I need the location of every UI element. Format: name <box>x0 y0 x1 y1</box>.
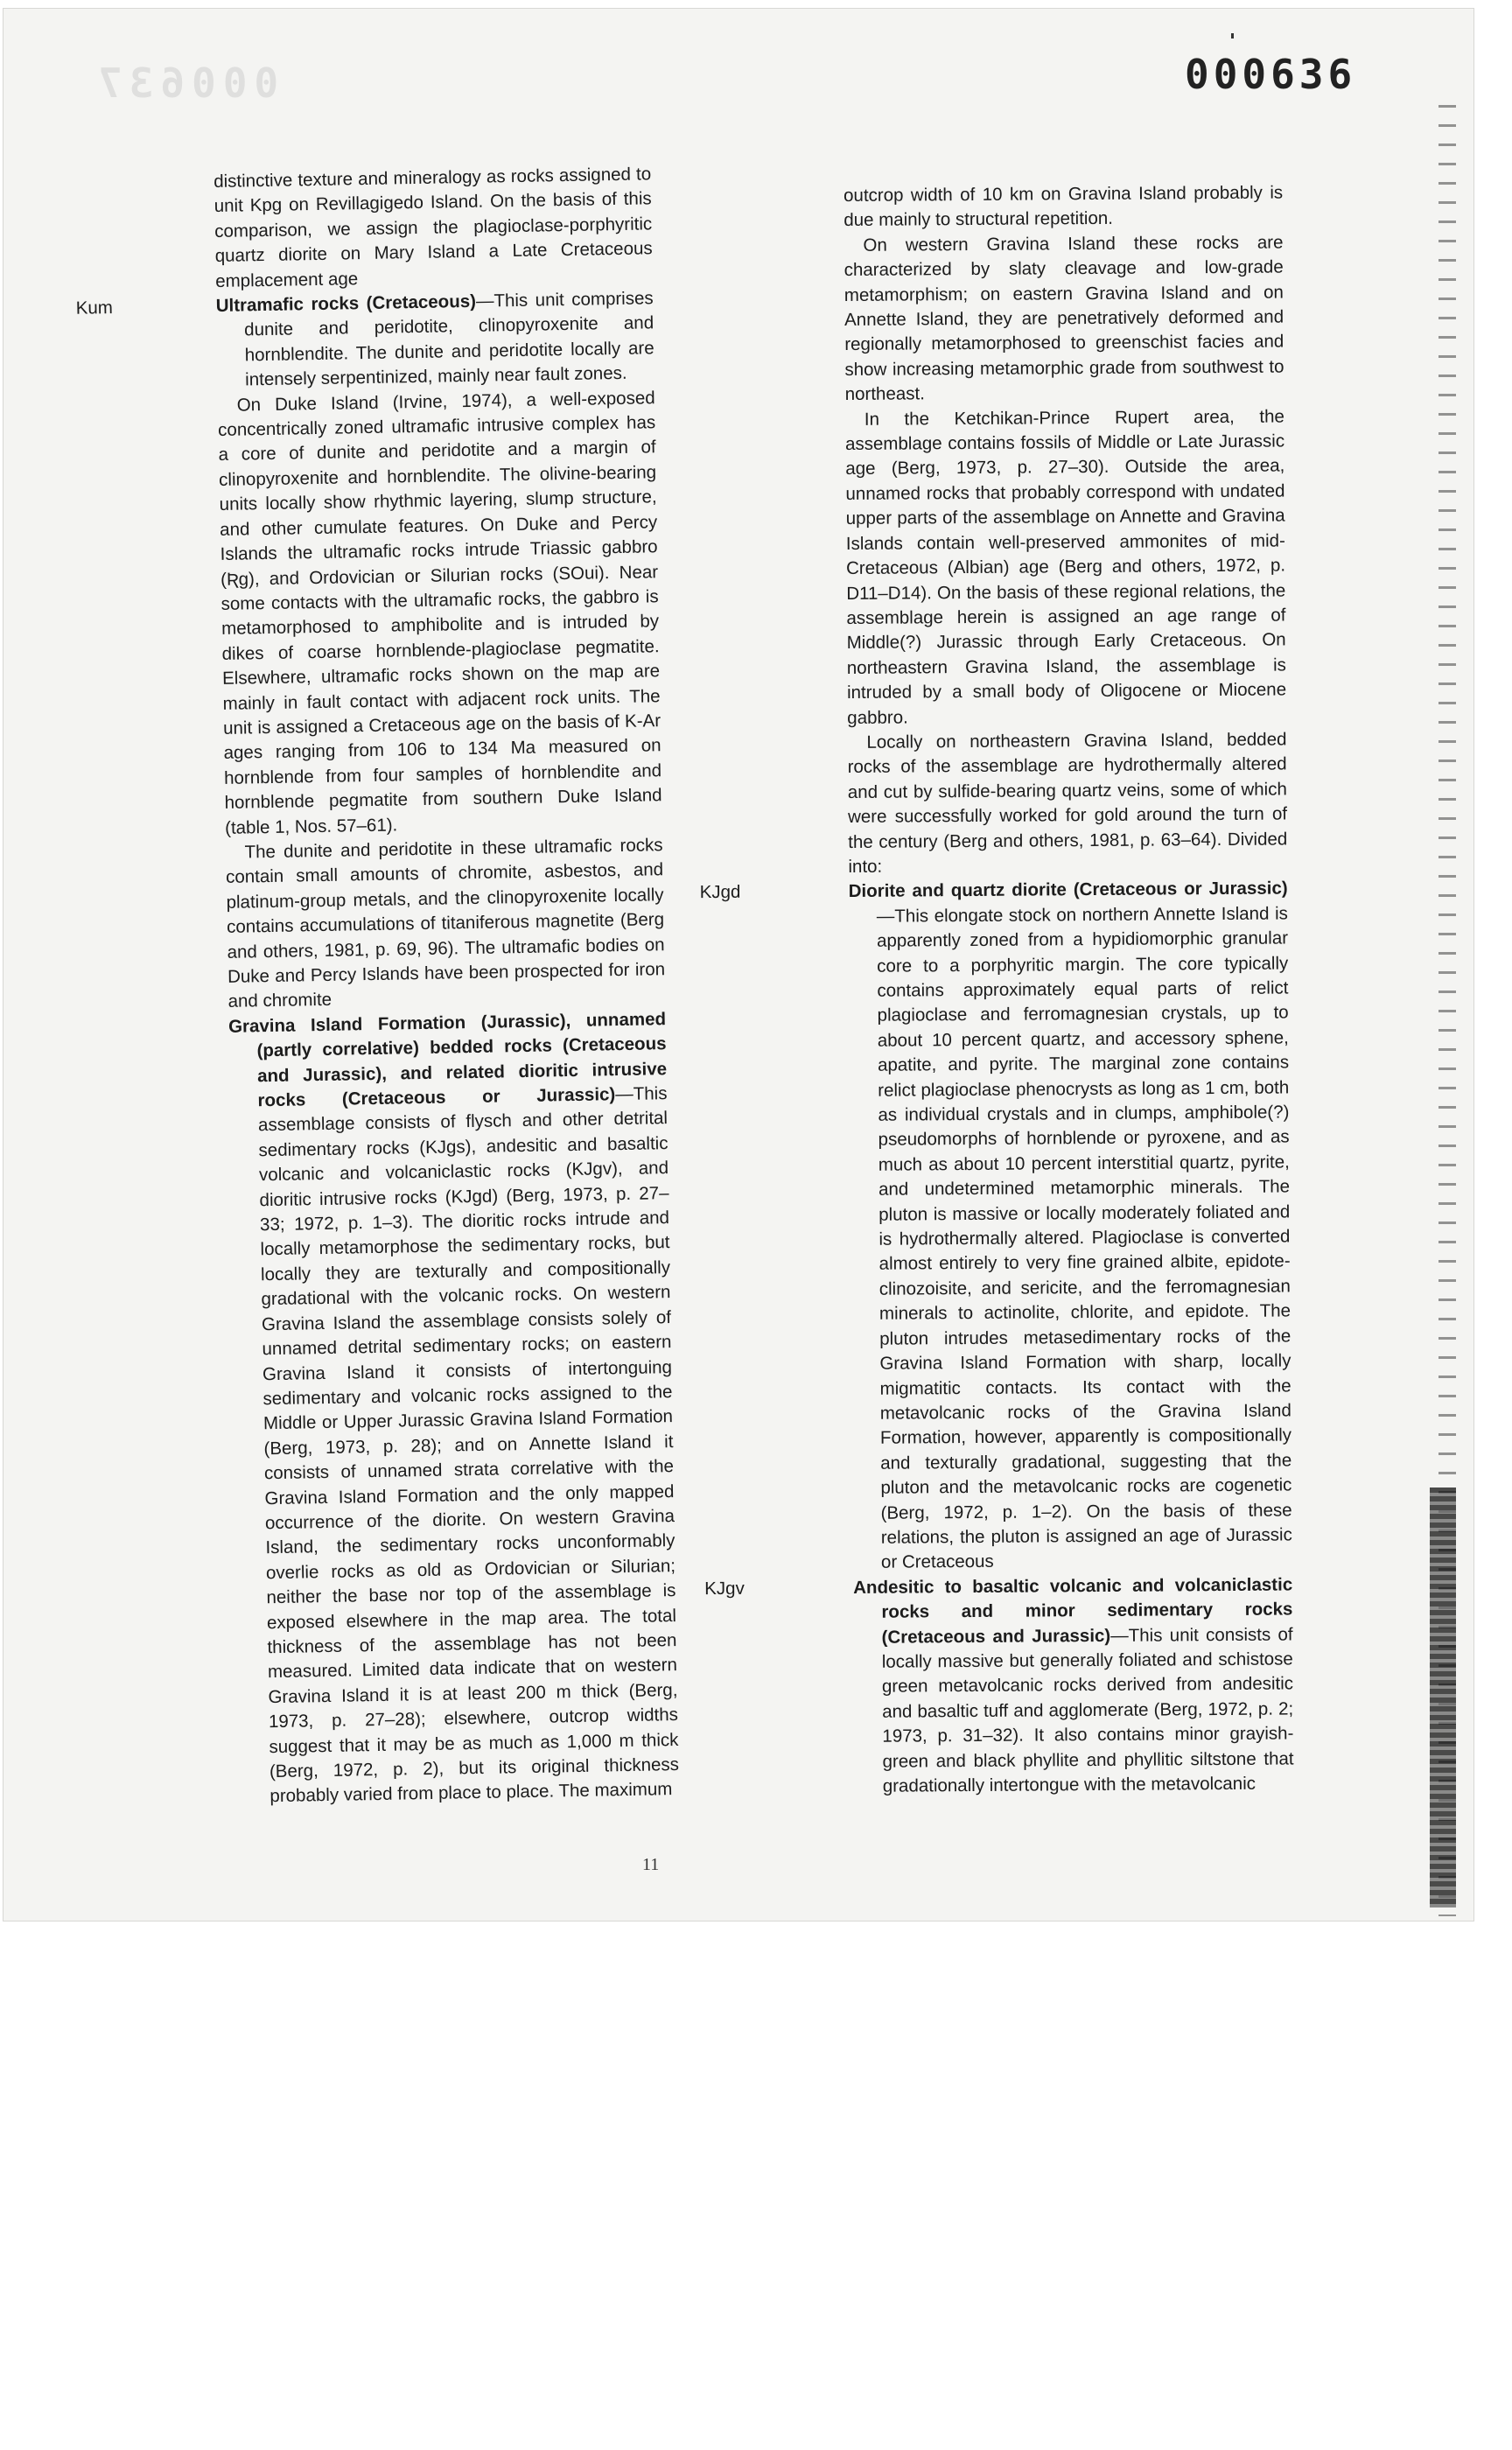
unit-code-kjgd: KJgd <box>699 882 741 903</box>
page-number: 11 <box>642 1855 660 1874</box>
paragraph-locally: Locally on northeastern Gravina Island, bedded rocks of the assemblage are hydrothermally altered and cut by sulfide-bearing quartz veins, some of which were successfully worked for gold around the turn of the century (Berg and others, 1981, p. 63–64). Divided into: <box>847 729 1288 877</box>
left-column <box>75 162 680 1810</box>
paragraph-ketchikan: In the Ketchikan-Prince Rupert area, the assemblage contains fossils of Middle or Late Jurassic age (Berg, 1973, p. 27–30). Outside the area, unnamed rocks that probably correspond with undated upper parts of the assemblage on Annette and Gravina Islands contain well-preserved ammonites of mid-Cretaceous (Albian) age (Berg and others, 1972, p. D11–D14). On the basis of these regional relations, the assemblage herein is assigned an age range of Middle(?) Jurassic through Early Cretaceous. On northeastern Gravina Island, the assemblage is intruded by a small body of Oligocene or Miocene gabbro. <box>844 406 1287 728</box>
scan-edge-artifact-dark <box>1430 1488 1456 1908</box>
right-column <box>699 180 1294 1799</box>
unit-title-gravina: Gravina Island Formation (Jurassic), unnamed (partly correlative) bedded rocks (Cretaceous and Jurassic), and related dioritic intrusive rocks (Cretaceous or Jurassic) <box>228 1008 668 1111</box>
unit-text-kjgv: This unit consists of locally massive but generally foliated and schistose green metavolcanic rocks derived from andesitic and basaltic tuff and agglomerate (Berg, 1972, p. 2; 1973, p. 31–32). It also contains minor grayish-green and black phyllite and phyllitic siltstone that gradationally intertongue with the metavolcanic <box>881 1624 1294 1796</box>
unit-kjgv <box>704 1572 1294 1799</box>
unit-title-kjgd: Diorite and quartz diorite (Cretaceous or Jurassic) <box>848 878 1288 902</box>
unit-text-kjgd: This elongate stock on northern Annette Island is apparently zoned from a hypidiomorphic granular core to a porphyritic margin. The core typically contains approximately equal parts of relict plagioclase and ferromagnesian crystals, up to about 10 percent quartz, and accessory sphene, apatite, and pyrite. The marginal zone contains relict plagioclase phenocrysts as long as 1 cm, both as individual crystals and in clumps, amphibole(?) pseudomorphs of hornblende or pyroxene, and as much as about 10 percent interstitial quartz, pyrite, and undetermined metamorphic minerals. The pluton is massive or locally moderately foliated and is hydrothermally altered. Plagioclase is converted almost entirely to very fine grained albite, epidote-clinozoisite, and sericite, and the ferromagnesian minerals to actinolite, chlorite, and epidote. The pluton intrudes metasedimentary rocks of the Gravina Island Formation with sharp, locally migmatitic contacts. Its contact with the metavolcanic rocks of the Gravina Island Formation, however, apparently is compositionally and texturally gradational, suggesting that the pluton and the metavolcanic rocks are cogenetic (Berg, 1972, p. 1–2). On the basis of these relations, the pluton is assigned an age of Jurassic or Cretaceous <box>876 903 1292 1573</box>
paragraph-continuation: outcrop width of 10 km on Gravina Island probably is due mainly to structural repetition. <box>844 182 1284 231</box>
unit-kjgd <box>699 877 1293 1576</box>
scanned-page <box>4 9 1474 1921</box>
unit-description-kum: Ultramafic rocks (Cretaceous)—This unit comprises dunite and peridotite, clinopyroxenite and hornblendite. The dunite and peridotite locally are intensely serpentinized, mainly near fault zones. <box>215 288 654 390</box>
unit-gravina <box>228 1007 680 1810</box>
bleed-through-number: 000637 <box>91 60 279 107</box>
unit-text-gravina: This assemblage consists of flysch and other detrital sedimentary rocks (KJgs), andesitic and basaltic volcanic and volcaniclastic rocks (KJgv), and dioritic intrusive rocks (KJgd) (Berg, 1973, p. 27–33; 1972, p. 1–3). The dioritic rocks intrude and locally metamorphose the sedimentary rocks, but locally they are texturally and compositionally gradational with the volcanic rocks. On western Gravina Island the assemblage consists solely of unnamed detrital sedimentary rocks; on eastern Gravina Island it consists of intertonguing sedimentary and volcanic rocks assigned to the Middle or Upper Jurassic Gravina Island Formation (Berg, 1973, p. 28); and on Annette Island it consists of unnamed strata correlative with the Gravina Island Formation and the only mapped occurrence of the diorite. On western Gravina Island, the sedimentary rocks unconformably overlie rocks as old as Ordovician or Silurian; neither the base nor top of the assemblage is exposed elsewhere in the map area. The total thickness of the assemblage has not been measured. Limited data indicate that on western Gravina Island it is at least 200 m thick (Berg, 1973, p. 27–28); elsewhere, outcrop widths suggest that it may be as much as 1,000 m thick (Berg, 1972, p. 2), but its original thickness probably varied from place to place. The maximum <box>257 1083 680 1807</box>
unit-description-kjgd: Diorite and quartz diorite (Cretaceous or Jurassic)—This elongate stock on northern Annette Island is apparently zoned from a hypidiomorphic granular core to a porphyritic margin. The core typically contains approximately equal parts of relict plagioclase and ferromagnesian crystals, up to about 10 percent quartz, and accessory sphene, apatite, and pyrite. The marginal zone contains relict plagioclase phenocrysts as long as 1 cm, both as individual crystals and in clumps, amphibole(?) pseudomorphs of hornblende or pyroxene, and as much as about 10 percent interstitial quartz, pyrite, and undetermined metamorphic minerals. The pluton is massive or locally moderately foliated and is hydrothermally altered. Plagioclase is converted almost entirely to very fine grained albite, epidote-clinozoisite, and sericite, and the ferromagnesian minerals to actinolite, chlorite, and epidote. The pluton intrudes metasedimentary rocks of the Gravina Island Formation with sharp, locally migmatitic contacts. Its contact with the metavolcanic rocks of the Gravina Island Formation, however, apparently is compositionally and texturally gradational, suggesting that the pluton and the metavolcanic rocks are cogenetic (Berg, 1972, p. 1–2). On the basis of these relations, the pluton is assigned an age of Jurassic or Cretaceous <box>848 878 1292 1573</box>
paragraph-western-gravina: On western Gravina Island these rocks are characterized by slaty cleavage and low-grade metamorphism; on eastern Gravina Island and on Annette Island, they are penetratively deformed and regionally metamorphosed to greenschist facies and show increasing metamorphic grade from southwest to northeast. <box>844 232 1284 405</box>
unit-title-kjgv: Andesitic to basaltic volcanic and volcaniclastic rocks and minor sedimentary rocks (Cretaceous and Jurassic) <box>853 1574 1293 1648</box>
paragraph-duke-island: On Duke Island (Irvine, 1974), a well-exposed concentrically zoned ultramafic intrusive complex has a core of dunite and peridotite and a margin of clinopyroxenite and hornblendite. The olivine-bearing units locally show rhythmic layering, slump structure, and other cumulate features. On Duke and Percy Islands the ultramafic rocks intrude Triassic gabbro (Ʀg), and Ordovician or Silurian rocks (SOui). Near some contacts with the ultramafic rocks, the gabbro is metamorphosed to amphibolite and is intruded by dikes of coarse hornblende-plagioclase pegmatite. Elsewhere, ultramafic rocks shown on the map are mainly in fault contact with adjacent rock units. The unit is assigned a Cretaceous age on the basis of K-Ar ages ranging from 106 to 134 Ma measured on hornblende from four samples of hornblendite and hornblende pegmatite from southern Duke Island (table 1, Nos. 57–61). <box>217 387 662 838</box>
unit-title-kum: Ultramafic rocks (Cretaceous) <box>215 290 477 317</box>
unit-code-kjgv: KJgv <box>704 1578 745 1599</box>
document-number: 000636 <box>1185 51 1357 98</box>
intro-paragraph: distinctive texture and mineralogy as rocks assigned to unit Kpg on Revillagigedo Island. On the basis of this comparison, we assign the plagioclase-porphyritic quartz diorite on Mary Island a Late Cretaceous emplacement age <box>214 164 653 291</box>
unit-description-kjgv: Andesitic to basaltic volcanic and volcaniclastic rocks and minor sedimentary rocks (Cretaceous and Jurassic)—This unit consists of locally massive but generally foliated and schistose green metavolcanic rocks derived from andesitic and basaltic tuff and agglomerate (Berg, 1972, p. 2; 1973, p. 31–32). It also contains minor grayish-green and black phyllite and phyllitic siltstone that gradationally intertongue with the metavolcanic <box>853 1574 1294 1796</box>
unit-description-gravina: Gravina Island Formation (Jurassic), unnamed (partly correlative) bedded rocks (Cretaceous and Jurassic), and related dioritic intrusive rocks (Cretaceous or Jurassic)—This assemblage consists of flysch and other detrital sedimentary rocks (KJgs), andesitic and basaltic volcanic and volcaniclastic rocks (KJgv), and dioritic intrusive rocks (KJgd) (Berg, 1973, p. 27–33; 1972, p. 1–3). The dioritic rocks intrude and locally metamorphose the sedimentary rocks, but locally they are texturally and compositionally gradational with the volcanic rocks. On western Gravina Island the assemblage consists solely of unnamed detrital sedimentary rocks; on eastern Gravina Island it consists of intertonguing sedimentary and volcanic rocks assigned to the Middle or Upper Jurassic Gravina Island Formation (Berg, 1973, p. 28); and on Annette Island it consists of unnamed strata correlative with the Gravina Island Formation and the only mapped occurrence of the diorite. On western Gravina Island, the sedimentary rocks unconformably overlie rocks as old as Ordovician or Silurian; neither the base nor top of the assemblage is exposed elsewhere in the map area. The total thickness of the assemblage has not been measured. Limited data indicate that on western Gravina Island it is at least 200 m thick (Berg, 1973, p. 27–28); elsewhere, outcrop widths suggest that it may be as much as 1,000 m thick (Berg, 1972, p. 2), but its original thickness probably varied from place to place. The maximum <box>228 1008 680 1807</box>
speck <box>1231 33 1234 38</box>
unit-kum <box>75 286 654 393</box>
unit-code-kum: Kum <box>75 298 114 318</box>
paragraph-dunite-peridotite: The dunite and peridotite in these ultramafic rocks contain small amounts of chromite, asbestos, and platinum-group metals, and the clinopyroxenite locally contains accumulations of titaniferous magnetite (Berg and others, 1981, p. 69, 96). The ultramafic bodies on Duke and Percy Islands have been prospected for iron and chromite <box>225 835 666 1012</box>
unit-text-kum: This unit comprises dunite and peridotite, clinopyroxenite and hornblendite. The dunite and peridotite locally are intensely serpentinized, mainly near fault zones. <box>244 288 654 390</box>
